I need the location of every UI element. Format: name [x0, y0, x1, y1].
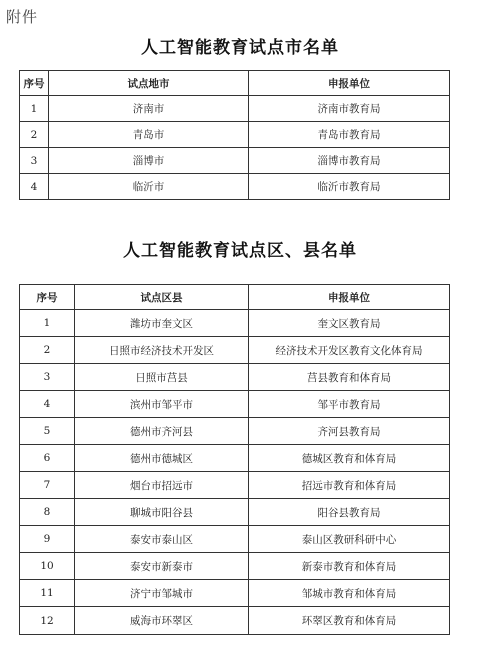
row-applicant: 临沂市教育局 [249, 174, 450, 200]
row-index: 7 [20, 472, 75, 499]
header-applicant: 申报单位 [249, 285, 450, 310]
row-applicant: 济南市教育局 [249, 96, 450, 122]
row-pilot-district: 日照市莒县 [75, 364, 249, 391]
row-pilot-district: 烟台市招远市 [75, 472, 249, 499]
table-row [20, 96, 450, 122]
table-row [20, 607, 450, 635]
row-applicant: 齐河县教育局 [249, 418, 450, 445]
pilot-districts-title: 人工智能教育试点区、县名单 [123, 241, 357, 261]
row-index: 2 [20, 337, 75, 364]
table-row [20, 122, 450, 148]
row-index: 1 [20, 96, 49, 122]
pilot-cities-table [19, 70, 450, 200]
table-row [20, 526, 450, 553]
table-header-row [20, 285, 450, 310]
row-pilot-district: 威海市环翠区 [75, 607, 249, 635]
row-applicant: 阳谷县教育局 [249, 499, 450, 526]
pilot-cities-title: 人工智能教育试点市名单 [141, 38, 339, 58]
table-row [20, 391, 450, 418]
table-row [20, 148, 450, 174]
table-row [20, 337, 450, 364]
row-index: 8 [20, 499, 75, 526]
table-row [20, 499, 450, 526]
row-index: 6 [20, 445, 75, 472]
row-pilot-district: 济宁市邹城市 [75, 580, 249, 607]
row-pilot-district: 潍坊市奎文区 [75, 310, 249, 337]
row-applicant: 邹城市教育和体育局 [249, 580, 450, 607]
row-pilot-district: 聊城市阳谷县 [75, 499, 249, 526]
row-pilot-district: 日照市经济技术开发区 [75, 337, 249, 364]
row-index: 4 [20, 391, 75, 418]
row-applicant: 莒县教育和体育局 [249, 364, 450, 391]
row-pilot-city: 青岛市 [49, 122, 249, 148]
row-pilot-city: 淄博市 [49, 148, 249, 174]
row-applicant: 邹平市教育局 [249, 391, 450, 418]
row-index: 5 [20, 418, 75, 445]
header-pilot-city: 试点地市 [49, 71, 249, 96]
row-applicant: 泰山区教研科研中心 [249, 526, 450, 553]
table-row [20, 174, 450, 200]
table-row [20, 445, 450, 472]
header-applicant: 申报单位 [249, 71, 450, 96]
row-index: 4 [20, 174, 49, 200]
row-applicant: 环翠区教育和体育局 [249, 607, 450, 635]
row-applicant: 经济技术开发区教育文化体育局 [249, 337, 450, 364]
header-index: 序号 [20, 285, 75, 310]
row-index: 10 [20, 553, 75, 580]
row-pilot-district: 泰安市泰山区 [75, 526, 249, 553]
row-applicant: 招远市教育和体育局 [249, 472, 450, 499]
row-applicant: 淄博市教育局 [249, 148, 450, 174]
header-pilot-district: 试点区县 [75, 285, 249, 310]
table-row [20, 580, 450, 607]
row-applicant: 德城区教育和体育局 [249, 445, 450, 472]
row-pilot-district: 德州市齐河县 [75, 418, 249, 445]
header-index: 序号 [20, 71, 49, 96]
row-pilot-district: 滨州市邹平市 [75, 391, 249, 418]
row-pilot-city: 临沂市 [49, 174, 249, 200]
row-pilot-district: 泰安市新泰市 [75, 553, 249, 580]
pilot-districts-table [19, 284, 450, 635]
attachment-label: 附件 [6, 8, 39, 26]
row-index: 9 [20, 526, 75, 553]
table-row [20, 553, 450, 580]
row-applicant: 奎文区教育局 [249, 310, 450, 337]
table-row [20, 472, 450, 499]
row-applicant: 新泰市教育和体育局 [249, 553, 450, 580]
row-pilot-district: 德州市德城区 [75, 445, 249, 472]
row-index: 12 [20, 607, 75, 635]
table-header-row [20, 71, 450, 96]
row-applicant: 青岛市教育局 [249, 122, 450, 148]
table-row [20, 364, 450, 391]
table-row [20, 418, 450, 445]
row-index: 3 [20, 148, 49, 174]
row-index: 1 [20, 310, 75, 337]
row-pilot-city: 济南市 [49, 96, 249, 122]
table-row [20, 310, 450, 337]
row-index: 2 [20, 122, 49, 148]
row-index: 3 [20, 364, 75, 391]
row-index: 11 [20, 580, 75, 607]
